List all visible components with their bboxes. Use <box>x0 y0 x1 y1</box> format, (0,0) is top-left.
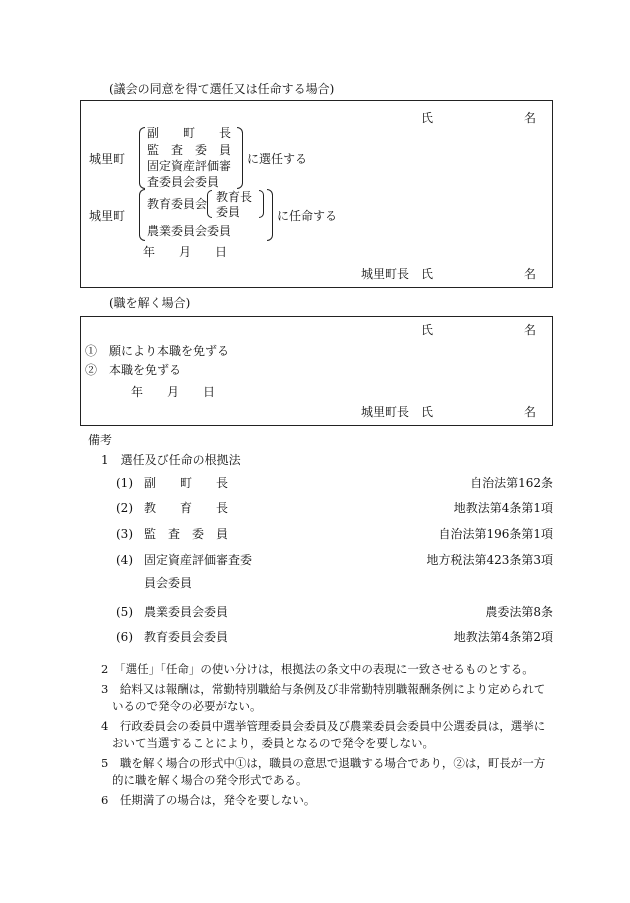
right-brace-education <box>259 190 264 218</box>
dismissal-form-box <box>80 316 553 426</box>
section1-heading: (議会の同意を得て選任又は任命する場合) <box>109 82 335 96</box>
position-assessment-line1: 固定資産評価審 <box>147 159 232 173</box>
date-line: 年 月 日 <box>143 245 228 259</box>
signer-shi-2: 氏 <box>421 405 434 419</box>
left-brace-education <box>207 190 212 218</box>
law-name: 固定資産評価審査委 <box>144 553 253 567</box>
name-header-shi: 氏 <box>421 111 434 125</box>
dismissal-item-request: ① 願により本職を免ずる <box>85 344 230 358</box>
signer-title-2: 城里町長 <box>361 405 410 419</box>
position-auditor: 監 査 委 員 <box>147 143 232 157</box>
law-basis: 自治法第196条第1項 <box>438 527 553 541</box>
law-name: 監 査 委 員 <box>144 527 229 541</box>
dismissal-item-order: ② 本職を免ずる <box>85 363 182 377</box>
appoint-action-select: に選任する <box>247 152 308 166</box>
right-brace-row2 <box>267 189 273 241</box>
law-basis: 自治法第162条 <box>470 476 553 490</box>
position-vice-mayor: 副 町 長 <box>147 126 232 140</box>
appoint-action-nominate: に任命する <box>277 209 338 223</box>
law-basis: 地教法第4条第2項 <box>453 630 553 644</box>
notes-title: 備考 <box>88 433 113 447</box>
date-line-2: 年 月 日 <box>131 385 216 399</box>
right-brace-row1 <box>237 127 243 189</box>
note5-line1: 5 職を解く場合の形式中①は，職員の意思で退職する場合であり，②は，町長が一方 <box>101 756 546 770</box>
law-name: 農業委員会委員 <box>144 605 229 619</box>
law-num: (5) <box>116 605 133 619</box>
signer-title: 城里町長 <box>361 267 410 281</box>
law-name: 教 育 長 <box>144 501 229 515</box>
position-agriculture-committee: 農業委員会委員 <box>147 224 232 238</box>
note2: 2 「選任」「任命」の使い分けは，根拠法の条文中の表現に一致させるものとする。 <box>101 662 534 676</box>
position-assessment-line2: 査委員会委員 <box>147 175 220 189</box>
name-header-shi-2: 氏 <box>421 323 434 337</box>
note6: 6 任期満了の場合は，発令を要しない。 <box>101 793 316 807</box>
law-name: 教育委員会委員 <box>144 630 229 644</box>
town-name-row2: 城里町 <box>89 209 126 223</box>
position-education-board: 教育委員会 <box>147 197 208 211</box>
name-header-mei: 名 <box>524 111 537 125</box>
left-brace-row2 <box>139 189 145 241</box>
signer-shi: 氏 <box>421 267 434 281</box>
section2-heading: (職を解く場合) <box>109 296 191 310</box>
law-num: (2) <box>116 501 133 515</box>
law-num: (4) <box>116 553 133 567</box>
note4-line1: 4 行政委員会の委員中選挙管理委員会委員及び農業委員会委員中公選委員は，選挙に <box>101 719 546 733</box>
law-num: (6) <box>116 630 133 644</box>
law-basis: 農委法第8条 <box>485 605 553 619</box>
note1-title: 1 選任及び任命の根拠法 <box>101 453 241 467</box>
note3-line2: いるので発令の必要がない。 <box>112 699 262 713</box>
town-name-row1: 城里町 <box>89 152 126 166</box>
signer-mei: 名 <box>524 267 537 281</box>
law-basis: 地方税法第423条第3項 <box>426 553 553 567</box>
law-basis: 地教法第4条第1項 <box>453 501 553 515</box>
law-num: (3) <box>116 527 133 541</box>
note3-line1: 3 給料又は報酬は，常勤特別職給与条例及び非常勤特別職報酬条例により定められて <box>101 682 546 696</box>
law-num: (1) <box>116 476 133 490</box>
position-superintendent: 教育長 <box>216 190 253 204</box>
appointment-form-box <box>80 100 553 288</box>
law-name: 副 町 長 <box>144 476 229 490</box>
note5-line2: 的に職を解く場合の発令形式である。 <box>112 773 308 787</box>
left-brace-row1 <box>139 127 145 189</box>
law-name-continued: 員会委員 <box>144 576 193 590</box>
name-header-mei-2: 名 <box>524 323 537 337</box>
signer-mei-2: 名 <box>524 405 537 419</box>
position-board-member: 委員 <box>216 205 241 219</box>
note4-line2: おいて当選することにより，委員となるので発令を要しない。 <box>112 736 434 750</box>
